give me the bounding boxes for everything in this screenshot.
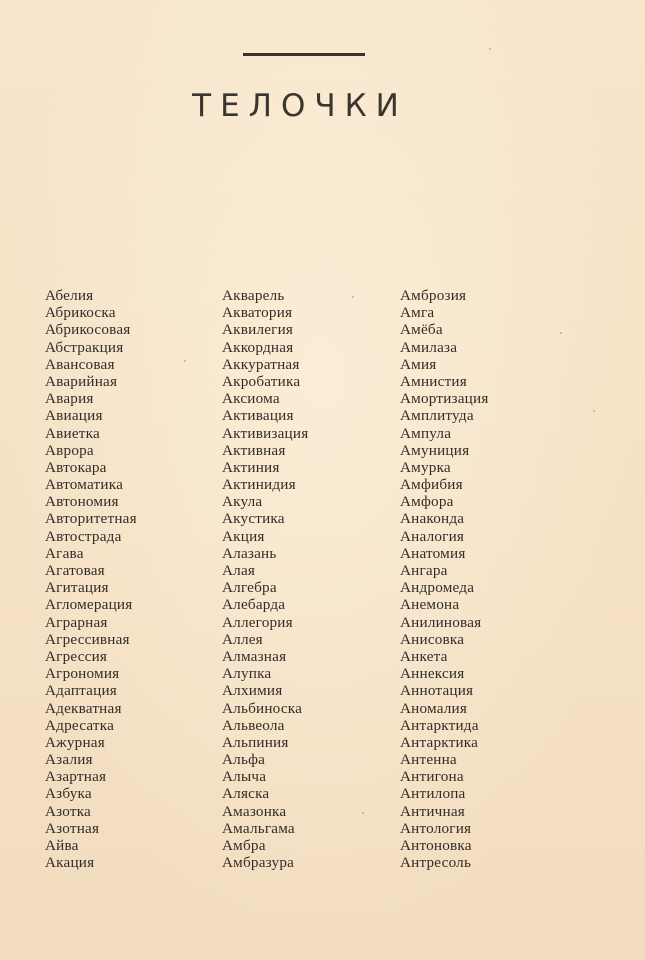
word-entry: Автострада (45, 527, 122, 545)
word-entry: Активная (222, 441, 286, 459)
word-entry: Альбиноска (222, 699, 303, 717)
word-entry: Актинидия (222, 476, 296, 494)
word-entry: Агрономия (45, 665, 120, 683)
word-entry: Абелия (45, 287, 94, 304)
word-entry: Авария (45, 390, 94, 408)
word-entry: Абрикоска (45, 304, 116, 322)
word-entry: Алая (222, 562, 256, 579)
word-entry: Адекватная (45, 699, 122, 717)
word-entry: Антология (400, 819, 472, 837)
paper-speck (352, 296, 354, 298)
word-entry: Абстракция (45, 338, 124, 356)
word-entry: Антоновка (400, 837, 472, 854)
word-entry: Агитация (45, 579, 109, 597)
word-entry: Автокара (45, 458, 107, 476)
word-entry: Адаптация (45, 682, 117, 700)
word-entry: Амия (400, 355, 437, 373)
word-entry: Амбра (222, 837, 266, 854)
word-column-2 (222, 287, 308, 871)
word-entry: Аналогия (400, 527, 465, 545)
word-entry: Азотка (45, 802, 91, 820)
word-entry: Аляска (222, 785, 270, 803)
word-entry: Ампула (400, 424, 452, 442)
word-entry: Акустика (222, 510, 285, 528)
word-entry: Азбука (45, 785, 92, 803)
word-entry: Аллегория (222, 613, 293, 631)
word-entry: Античная (400, 802, 465, 820)
word-entry: Агрессивная (45, 630, 130, 648)
word-entry: Амазонка (222, 802, 287, 820)
word-entry: Адресатка (45, 716, 115, 734)
word-entry: Айва (45, 837, 79, 854)
paper-speck (489, 48, 491, 50)
header-rule (243, 53, 365, 56)
word-entry: Анилиновая (400, 613, 482, 631)
paper-speck (593, 410, 595, 412)
word-entry: Аварийная (45, 372, 118, 390)
word-entry: Амплитуда (400, 407, 474, 425)
word-entry: Авиация (45, 407, 103, 425)
word-entry: Аккуратная (222, 355, 300, 373)
word-entry: Агава (45, 544, 84, 562)
word-entry: Аквилегия (222, 321, 294, 339)
word-entry: Автономия (45, 493, 119, 511)
word-entry: Авиетка (45, 424, 100, 442)
word-entry: Акула (222, 493, 263, 511)
word-entry: Аннексия (400, 665, 465, 683)
word-entry: Анаконда (400, 510, 465, 528)
word-entry: Авторитетная (45, 510, 137, 528)
word-column-1 (45, 287, 137, 871)
word-entry: Антарктида (400, 716, 479, 734)
word-entry: Амуниция (400, 441, 470, 459)
word-entry: Акция (222, 527, 265, 545)
word-entry: Акробатика (222, 372, 301, 390)
word-entry: Антилопа (400, 785, 466, 803)
word-entry: Амурка (400, 458, 451, 476)
word-entry: Альвеола (222, 716, 285, 734)
word-entry: Агломерация (45, 596, 133, 614)
word-entry: Анемона (400, 596, 460, 614)
word-entry: Акватория (222, 304, 293, 322)
word-entry: Акварель (222, 287, 285, 304)
word-entry: Алазань (222, 544, 277, 562)
word-entry: Автоматика (45, 476, 124, 494)
word-entry: Аккордная (222, 338, 294, 356)
word-entry: Амбразура (222, 854, 295, 872)
word-entry: Алмазная (222, 647, 287, 665)
word-entry: Анкета (400, 647, 448, 665)
word-entry: Алупка (222, 665, 272, 683)
word-entry: Амилаза (400, 338, 458, 356)
word-entry: Ажурная (45, 733, 105, 751)
word-entry: Амальгама (222, 819, 295, 837)
word-entry: Алыча (222, 768, 267, 786)
word-columns (0, 287, 645, 887)
word-entry: Альфа (222, 751, 266, 769)
word-entry: Алебарда (222, 596, 286, 614)
word-entry: Амнистия (400, 372, 467, 390)
word-entry: Алгебра (222, 579, 277, 597)
word-entry: Азартная (45, 768, 107, 786)
word-entry: Активация (222, 407, 294, 425)
paper-speck (362, 812, 364, 814)
word-entry: Азалия (45, 751, 93, 769)
word-entry: Акация (45, 854, 95, 872)
page-title: ТЕЛОЧКИ (192, 88, 408, 124)
word-column-3 (400, 287, 489, 871)
word-entry: Анисовка (400, 630, 465, 648)
word-entry: Андромеда (400, 579, 475, 597)
paper-speck (560, 332, 562, 334)
word-entry: Амфора (400, 493, 454, 511)
word-entry: Аллея (222, 630, 263, 648)
word-entry: Антенна (400, 751, 457, 769)
word-entry: Амфибия (400, 476, 463, 494)
word-entry: Амортизация (400, 390, 489, 408)
word-entry: Аннотация (400, 682, 474, 700)
word-entry: Антарктика (400, 733, 479, 751)
word-entry: Амёба (400, 321, 443, 339)
word-entry: Аномалия (400, 699, 468, 717)
word-entry: Аграрная (45, 613, 108, 631)
word-entry: Активизация (222, 424, 309, 442)
word-entry: Альпиния (222, 733, 289, 751)
word-entry: Анатомия (400, 544, 466, 562)
word-entry: Амга (400, 304, 435, 322)
word-entry: Алхимия (222, 682, 283, 700)
word-entry: Амброзия (400, 287, 467, 304)
paper-speck (184, 360, 186, 362)
word-entry: Агрессия (45, 647, 108, 665)
word-entry: Абрикосовая (45, 321, 131, 339)
word-entry: Авансовая (45, 355, 115, 373)
word-entry: Аксиома (222, 390, 280, 408)
word-entry: Антигона (400, 768, 464, 786)
word-entry: Аврора (45, 441, 94, 459)
word-entry: Азотная (45, 819, 100, 837)
word-entry: Антресоль (400, 854, 472, 872)
word-entry: Ангара (400, 562, 448, 579)
word-entry: Актиния (222, 458, 280, 476)
word-entry: Агатовая (45, 562, 105, 579)
